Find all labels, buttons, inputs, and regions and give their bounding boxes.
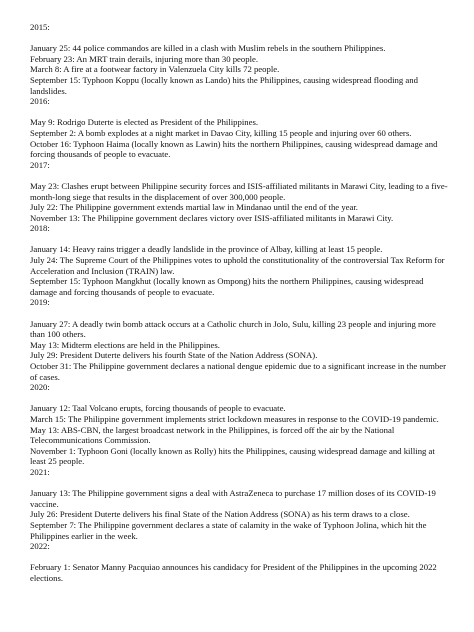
document-body — [30, 22, 450, 583]
timeline-entry: May 9: Rodrigo Duterte is elected as President of the Philippines. — [30, 117, 259, 128]
timeline-entry: January 27: A deadly twin bomb attack occurs at a Catholic church in Jolo, Sulu, killing 23 people and injuring more than 100 others. — [30, 318, 436, 340]
blank-line — [30, 393, 450, 404]
timeline-entry: October 16: Typhoon Haima (locally known as Lawin) hits the northern Philippines, causing widespread damage and forcing thousands of people to evacuate. — [30, 138, 438, 160]
timeline-entry: July 26: President Duterte delivers his final State of the Nation Address (SONA) as his term draws to a close. — [30, 509, 410, 520]
timeline-entry: January 12: Taal Volcano erupts, forcing thousands of people to evacuate. — [30, 403, 286, 414]
timeline-entry: February 1: Senator Manny Pacquiao announces his candidacy for President of the Philippines in the upcoming 2022 elections. — [30, 562, 437, 583]
timeline-entry: September 15: Typhoon Mangkhut (locally known as Ompong) hits the northern Philippines, causing widespread damage and forcing thousands of people to evacuate. — [30, 276, 424, 297]
blank-line — [30, 33, 450, 44]
blank-line — [30, 170, 450, 181]
timeline-entry: September 2: A bomb explodes at a night market in Davao City, killing 15 people and injuring over 60 others. — [30, 127, 412, 138]
timeline-entry: January 25: 44 police commandos are killed in a clash with Muslim rebels in the southern Philippines. — [30, 43, 386, 54]
blank-line — [30, 234, 450, 245]
year-heading: 2022: — [30, 541, 50, 552]
timeline-entry: January 14: Heavy rains trigger a deadly landslide in the province of Albay, killing at least 15 people. — [30, 244, 383, 255]
timeline-entry: November 1: Typhoon Goni (locally known as Rolly) hits the Philippines, causing widespread damage and killing at least 25 people. — [30, 445, 435, 467]
year-heading: 2020: — [30, 382, 50, 393]
timeline-entry: May 23: Clashes erupt between Philippine security forces and ISIS-affiliated militants in Marawi City, leading to a five-month-long siege that results in the displacement of over 300,000 people. — [30, 180, 448, 202]
timeline-entry: October 31: The Philippine government declares a national dengue epidemic due to a significant increase in the number of cases. — [30, 361, 446, 382]
timeline-entry: January 13: The Philippine government signs a deal with AstraZeneca to purchase 17 million doses of its COVID-19 vaccine. — [30, 488, 436, 509]
timeline-entry: July 24: The Supreme Court of the Philippines votes to uphold the constitutionality of the controversial Tax Reform for Acceleration and Inclusion (TRAIN) law. — [30, 255, 445, 276]
blank-line — [30, 107, 450, 118]
year-heading: 2016: — [30, 96, 50, 107]
year-heading: 2021: — [30, 466, 50, 477]
timeline-entry: September 7: The Philippine government declares a state of calamity in the wake of Typhoon Jolina, which hit the Philippines earlier in the week. — [30, 519, 427, 541]
timeline-entry: July 29: President Duterte delivers his fourth State of the Nation Address (SONA). — [30, 350, 318, 361]
timeline-entry: May 13: ABS-CBN, the largest broadcast network in the Philippines, is forced off the air by the National Telecommunications Commission. — [30, 424, 395, 446]
year-heading: 2015: — [30, 22, 50, 32]
blank-line — [30, 552, 450, 563]
year-heading: 2017: — [30, 159, 50, 170]
timeline-entry: November 13: The Philippine government declares victory over ISIS-affiliated militants in Marawi City. — [30, 212, 394, 223]
timeline-entry: July 22: The Philippine government extends martial law in Mindanao until the end of the year. — [30, 202, 358, 213]
timeline-entry: May 13: Midterm elections are held in the Philippines. — [30, 339, 220, 350]
timeline-entry: March 15: The Philippine government implements strict lockdown measures in response to the COVID-19 pandemic. — [30, 413, 439, 424]
blank-line — [30, 478, 450, 489]
timeline-entry: March 8: A fire at a footwear factory in Valenzuela City kills 72 people. — [30, 64, 280, 75]
timeline-entry: February 23: An MRT train derails, injuring more than 30 people. — [30, 53, 259, 64]
blank-line — [30, 308, 450, 319]
timeline-entry: September 15: Typhoon Koppu (locally known as Lando) hits the Philippines, causing widespread flooding and landslides. — [30, 74, 418, 96]
year-heading: 2019: — [30, 297, 50, 308]
year-heading: 2018: — [30, 223, 50, 234]
